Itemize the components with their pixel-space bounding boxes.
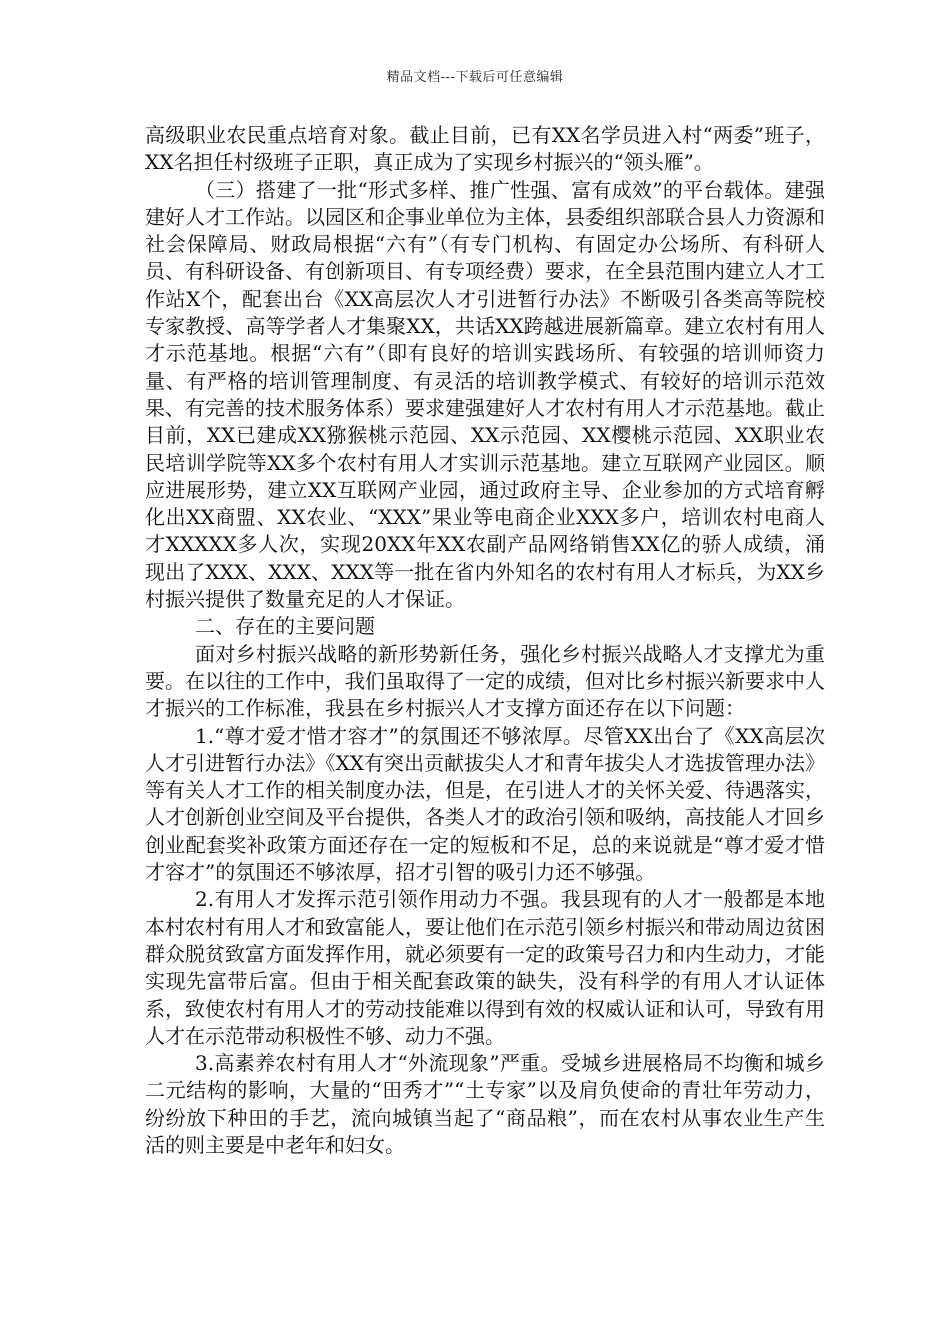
- paragraph-problem-2: 2.有用人才发挥示范引领作用动力不强。我县现有的人才一般都是本地本村农村有用人才和致富能人，要让他们在示范引领乡村振兴和带动周边贫困群众脱贫致富方面发挥作用，就必须要有一定的政策号召力和内生动力，才能实现先富带后富。但由于相关配套政策的缺失，没有科学的有用人才认证体系，致使农村有用人才的劳动技能难以得到有效的权威认证和认可，导致有用人才在示范带动积极性不够、动力不强。: [145, 887, 825, 1048]
- paragraph-problem-3: 3.高素养农村有用人才“外流现象”严重。受城乡进展格局不均衡和城乡二元结构的影响，大量的“田秀才”“土专家”以及肩负使命的青壮年劳动力，纷纷放下种田的手艺，流向城镇当起了“商品粮”，而在农村从事农业生产生活的则主要是中老年和妇女。: [145, 1051, 825, 1157]
- paragraph-problem-1: 1.“尊才爱才惜才容才”的氛围还不够浓厚。尽管XX出台了《XX高层次人才引进暂行办法》《XX有突出贡献拔尖人才和青年拔尖人才选拔管理办法》等有关人才工作的相关制度办法，但是，在引进人才的关怀关爱、待遇落实，人才创新创业空间及平台提供，各类人才的政治引领和吸纳，高技能人才回乡创业配套奖补政策方面还存在一定的短板和不足，总的来说就是“尊才爱才惜才容才”的氛围还不够浓厚，招才引智的吸引力还不够强。: [145, 723, 825, 885]
- paragraph-talent-cultivation-end: 高级职业农民重点培育对象。截止目前，已有XX名学员进入村“两委”班子，XX名担任村级班子正职，真正成为了实现乡村振兴的“领头雁”。: [145, 123, 825, 175]
- paragraph-platform-carriers: （三）搭建了一批“形式多样、推广性强、富有成效”的平台载体。建强建好人才工作站。以园区和企事业单位为主体，县委组织部联合县人力资源和社会保障局、财政局根据“六有”（有专门机构、有固定办公场所、有科研人员、有科研设备、有创新项目、有专项经费）要求，在全县范围内建立人才工作站X个，配套出台《XX高层次人才引进暂行办法》不断吸引各类高等院校专家教授、高等学者人才集聚XX，共话XX跨越进展新篇章。建立农村有用人才示范基地。根据“六有”（即有良好的培训实践场所、有较强的培训师资力量、有严格的培训管理制度、有灵活的培训教学模式、有较好的培训示范效果、有完善的技术服务体系）要求建强建好人才农村有用人才示范基地。截止目前，XX已建成XX猕猴桃示范园、XX示范园、XX樱桃示范园、XX职业农民培训学院等XX多个农村有用人才实训示范基地。建立互联网产业园区。顺应进展形势，建立XX互联网产业园，通过政府主导、企业参加的方式培育孵化出XX商盟、XX农业、“XXX”果业等电商企业XXX多户，培训农村电商人才XXXXX多人次，实现20XX年XX农副产品网络销售XX亿的骄人成绩，涌现出了XXX、XXX、XXX等一批在省内外知名的农村有用人才标兵，为XX乡村振兴提供了数量充足的人才保证。: [145, 177, 825, 612]
- document-body: [145, 122, 825, 1159]
- paragraph-problems-intro: 面对乡村振兴战略的新形势新任务，强化乡村振兴战略人才支撑尤为重要。在以往的工作中，我们虽取得了一定的成绩，但对比乡村振兴新要求中人才振兴的工作标准，我县在乡村振兴人才支撑方面还存在以下问题：: [145, 641, 825, 721]
- section-heading-main-problems: 二、存在的主要问题: [195, 614, 375, 639]
- page-header: 精品文档---下载后可任意编辑: [386, 70, 564, 85]
